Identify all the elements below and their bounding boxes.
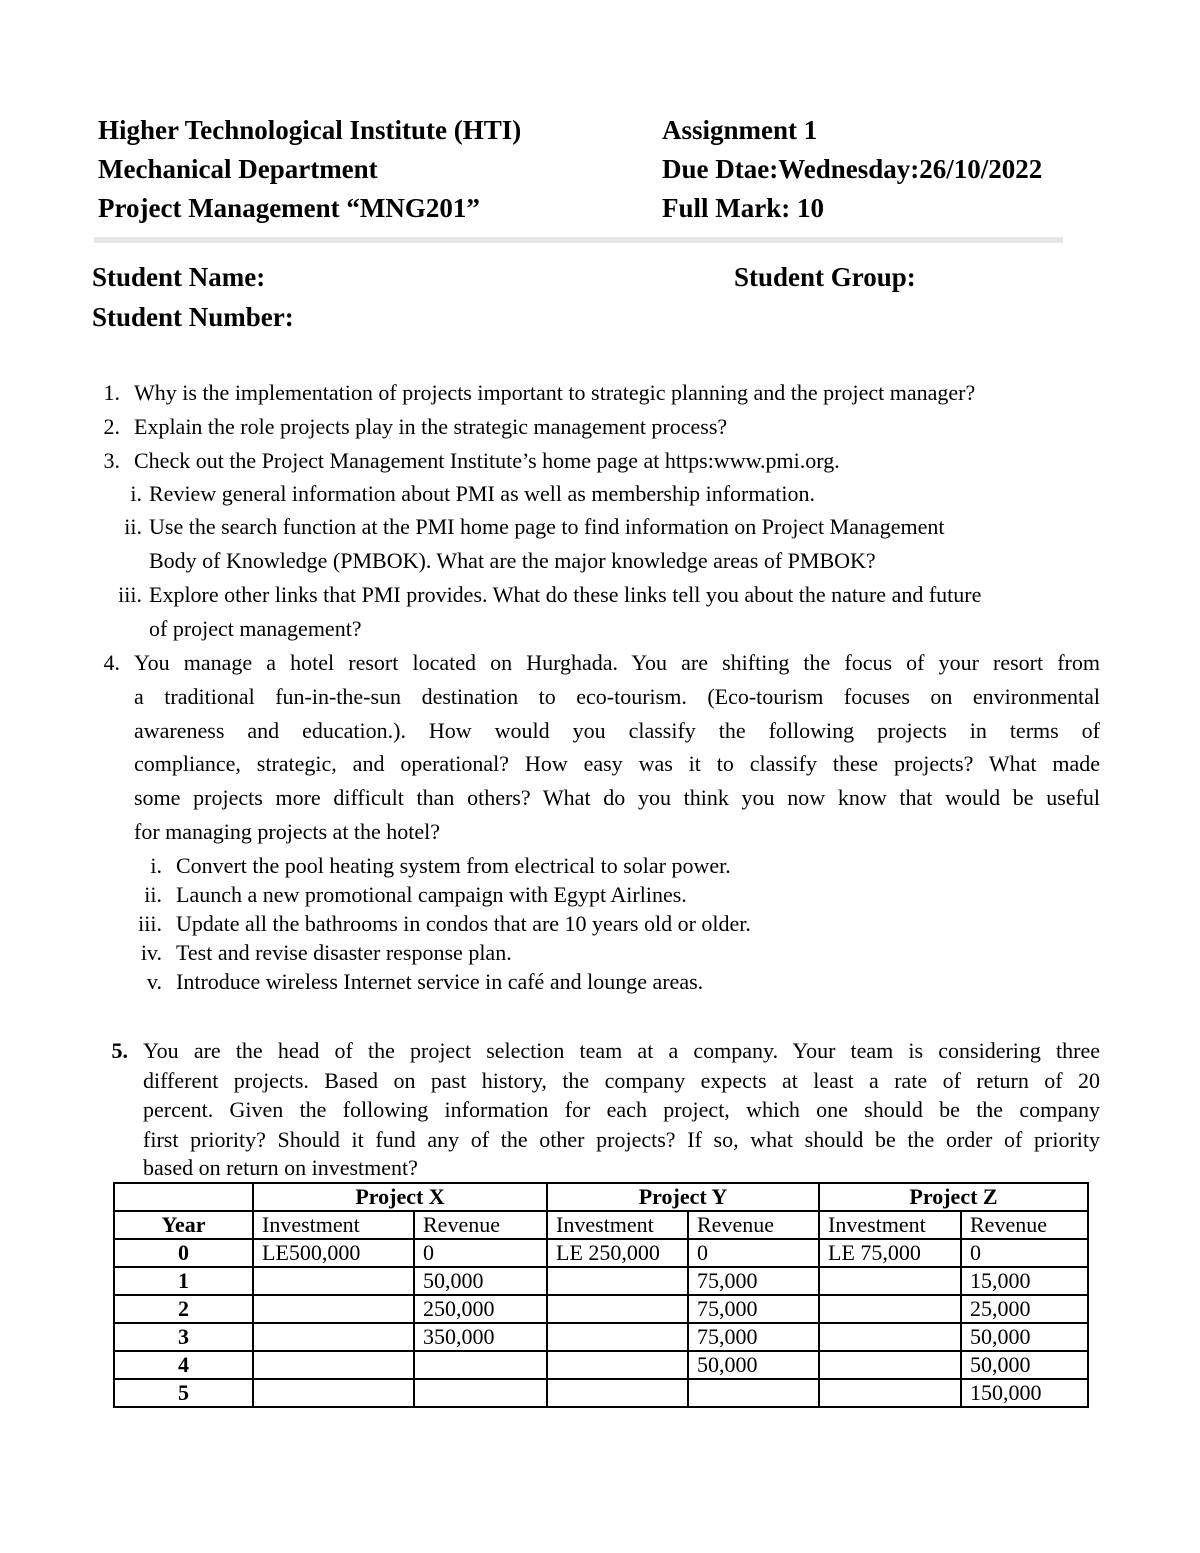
sub-number: iii.	[138, 911, 162, 936]
question-5-line: You are the head of the project selection team at a company. Your team is considering three	[143, 1038, 1100, 1063]
y-investment-cell	[547, 1323, 688, 1351]
table-row	[114, 1379, 1088, 1407]
investment-header: Investment	[819, 1211, 961, 1239]
question-number: 2.	[103, 414, 120, 439]
sub-text: Test and revise disaster response plan.	[176, 940, 512, 965]
question-5-line: percent. Given the following information for each project, which one should be the company	[143, 1097, 1100, 1122]
x-investment-cell: LE500,000	[253, 1239, 414, 1267]
sub-number: i.	[150, 853, 162, 878]
institute-name: Higher Technological Institute (HTI)	[98, 115, 522, 145]
sub-text: Launch a new promotional campaign with Egypt Airlines.	[176, 882, 687, 907]
x-investment-cell	[253, 1323, 414, 1351]
year-header: Year	[114, 1211, 253, 1239]
table-row	[114, 1323, 1088, 1351]
sub-text: Convert the pool heating system from electrical to solar power.	[176, 853, 731, 878]
table-column-header-row	[114, 1211, 1088, 1239]
z-revenue-cell: 50,000	[961, 1351, 1088, 1379]
z-revenue-cell: 150,000	[961, 1379, 1088, 1407]
sub-number: v.	[146, 969, 162, 994]
table-corner-cell	[114, 1183, 253, 1211]
student-group-label: Student Group:	[734, 262, 916, 292]
z-investment-cell	[819, 1295, 961, 1323]
question-text: Check out the Project Management Institute’s home page at https:www.pmi.org.	[134, 448, 840, 473]
question-4-line: a traditional fun-in-the-sun destination to eco-tourism. (Eco-tourism focuses on environmental	[134, 684, 1100, 709]
sub-text: Body of Knowledge (PMBOK). What are the major knowledge areas of PMBOK?	[149, 548, 876, 573]
y-revenue-cell: 75,000	[688, 1323, 819, 1351]
question-text: Why is the implementation of projects important to strategic planning and the project manager?	[134, 380, 976, 405]
question-number: 3.	[103, 448, 120, 473]
question-5-line: first priority? Should it fund any of the other projects? If so, what should be the order of priority	[143, 1127, 1100, 1152]
question-4-line: awareness and education.). How would you classify the following projects in terms of	[134, 718, 1100, 743]
table-row	[114, 1351, 1088, 1379]
year-cell: 1	[114, 1267, 253, 1295]
question-text: Explain the role projects play in the strategic management process?	[134, 414, 728, 439]
question-text: based on return on investment?	[143, 1155, 418, 1180]
y-revenue-cell: 50,000	[688, 1351, 819, 1379]
x-revenue-cell	[414, 1379, 547, 1407]
question-5-line: different projects. Based on past history, the company expects at least a rate of return of 20	[143, 1068, 1100, 1093]
question-number: 1.	[103, 380, 120, 405]
revenue-header: Revenue	[961, 1211, 1088, 1239]
z-investment-cell: LE 75,000	[819, 1239, 961, 1267]
z-revenue-cell: 50,000	[961, 1323, 1088, 1351]
y-investment-cell	[547, 1267, 688, 1295]
sub-text: Introduce wireless Internet service in café and lounge areas.	[176, 969, 704, 994]
question-4-line: You manage a hotel resort located on Hurghada. You are shifting the focus of your resort from	[134, 650, 1100, 675]
z-revenue-cell: 0	[961, 1239, 1088, 1267]
year-cell: 5	[114, 1379, 253, 1407]
project-x-header: Project X	[253, 1183, 547, 1211]
course-name: Project Management “MNG201”	[98, 193, 480, 223]
year-cell: 0	[114, 1239, 253, 1267]
x-revenue-cell: 250,000	[414, 1295, 547, 1323]
y-investment-cell	[547, 1351, 688, 1379]
question-4-line: some projects more difficult than others? What do you think you now know that would be useful	[134, 785, 1100, 810]
y-investment-cell	[547, 1295, 688, 1323]
table-project-header-row	[114, 1183, 1088, 1211]
question-number: 5.	[111, 1038, 128, 1063]
x-revenue-cell: 350,000	[414, 1323, 547, 1351]
y-investment-cell	[547, 1379, 688, 1407]
z-revenue-cell: 15,000	[961, 1267, 1088, 1295]
header-right	[662, 111, 1042, 228]
x-revenue-cell: 50,000	[414, 1267, 547, 1295]
sub-text: Use the search function at the PMI home page to find information on Project Management	[149, 514, 945, 539]
year-cell: 4	[114, 1351, 253, 1379]
x-revenue-cell	[414, 1351, 547, 1379]
question-number: 4.	[103, 650, 120, 675]
sub-number: iv.	[140, 940, 162, 965]
z-investment-cell	[819, 1379, 961, 1407]
y-revenue-cell: 75,000	[688, 1267, 819, 1295]
sub-number: i.	[130, 481, 142, 506]
sub-text: Update all the bathrooms in condos that are 10 years old or older.	[176, 911, 751, 936]
revenue-header: Revenue	[688, 1211, 819, 1239]
sub-number: iii.	[118, 582, 142, 607]
sub-number: ii.	[124, 514, 142, 539]
question-text: for managing projects at the hotel?	[134, 819, 441, 844]
x-investment-cell	[253, 1351, 414, 1379]
header-divider	[94, 237, 1063, 243]
table-row	[114, 1295, 1088, 1323]
student-name-label: Student Name:	[92, 262, 266, 292]
x-investment-cell	[253, 1379, 414, 1407]
year-cell: 3	[114, 1323, 253, 1351]
full-mark: Full Mark: 10	[662, 193, 824, 223]
x-investment-cell	[253, 1267, 414, 1295]
due-date: Due Dtae:Wednesday:26/10/2022	[662, 154, 1043, 184]
investment-table	[113, 1182, 1089, 1408]
header-left	[98, 111, 521, 228]
project-y-header: Project Y	[547, 1183, 819, 1211]
table-row	[114, 1267, 1088, 1295]
z-investment-cell	[819, 1351, 961, 1379]
x-investment-cell	[253, 1295, 414, 1323]
y-revenue-cell: 75,000	[688, 1295, 819, 1323]
z-investment-cell	[819, 1267, 961, 1295]
sub-text: Review general information about PMI as well as membership information.	[149, 481, 815, 506]
investment-header: Investment	[547, 1211, 688, 1239]
year-cell: 2	[114, 1295, 253, 1323]
assignment-title: Assignment 1	[662, 115, 818, 145]
y-revenue-cell: 0	[688, 1239, 819, 1267]
x-revenue-cell: 0	[414, 1239, 547, 1267]
sub-text: of project management?	[149, 616, 362, 641]
z-revenue-cell: 25,000	[961, 1295, 1088, 1323]
project-z-header: Project Z	[819, 1183, 1088, 1211]
table-row	[114, 1239, 1088, 1267]
sub-number: ii.	[144, 882, 162, 907]
z-investment-cell	[819, 1323, 961, 1351]
student-number-label: Student Number:	[92, 302, 294, 332]
investment-header: Investment	[253, 1211, 414, 1239]
revenue-header: Revenue	[414, 1211, 547, 1239]
question-4-line: compliance, strategic, and operational? How easy was it to classify these projects? What made	[134, 751, 1100, 776]
department-name: Mechanical Department	[98, 154, 378, 184]
sub-text: Explore other links that PMI provides. What do these links tell you about the nature and future	[149, 582, 982, 607]
y-investment-cell: LE 250,000	[547, 1239, 688, 1267]
y-revenue-cell	[688, 1379, 819, 1407]
